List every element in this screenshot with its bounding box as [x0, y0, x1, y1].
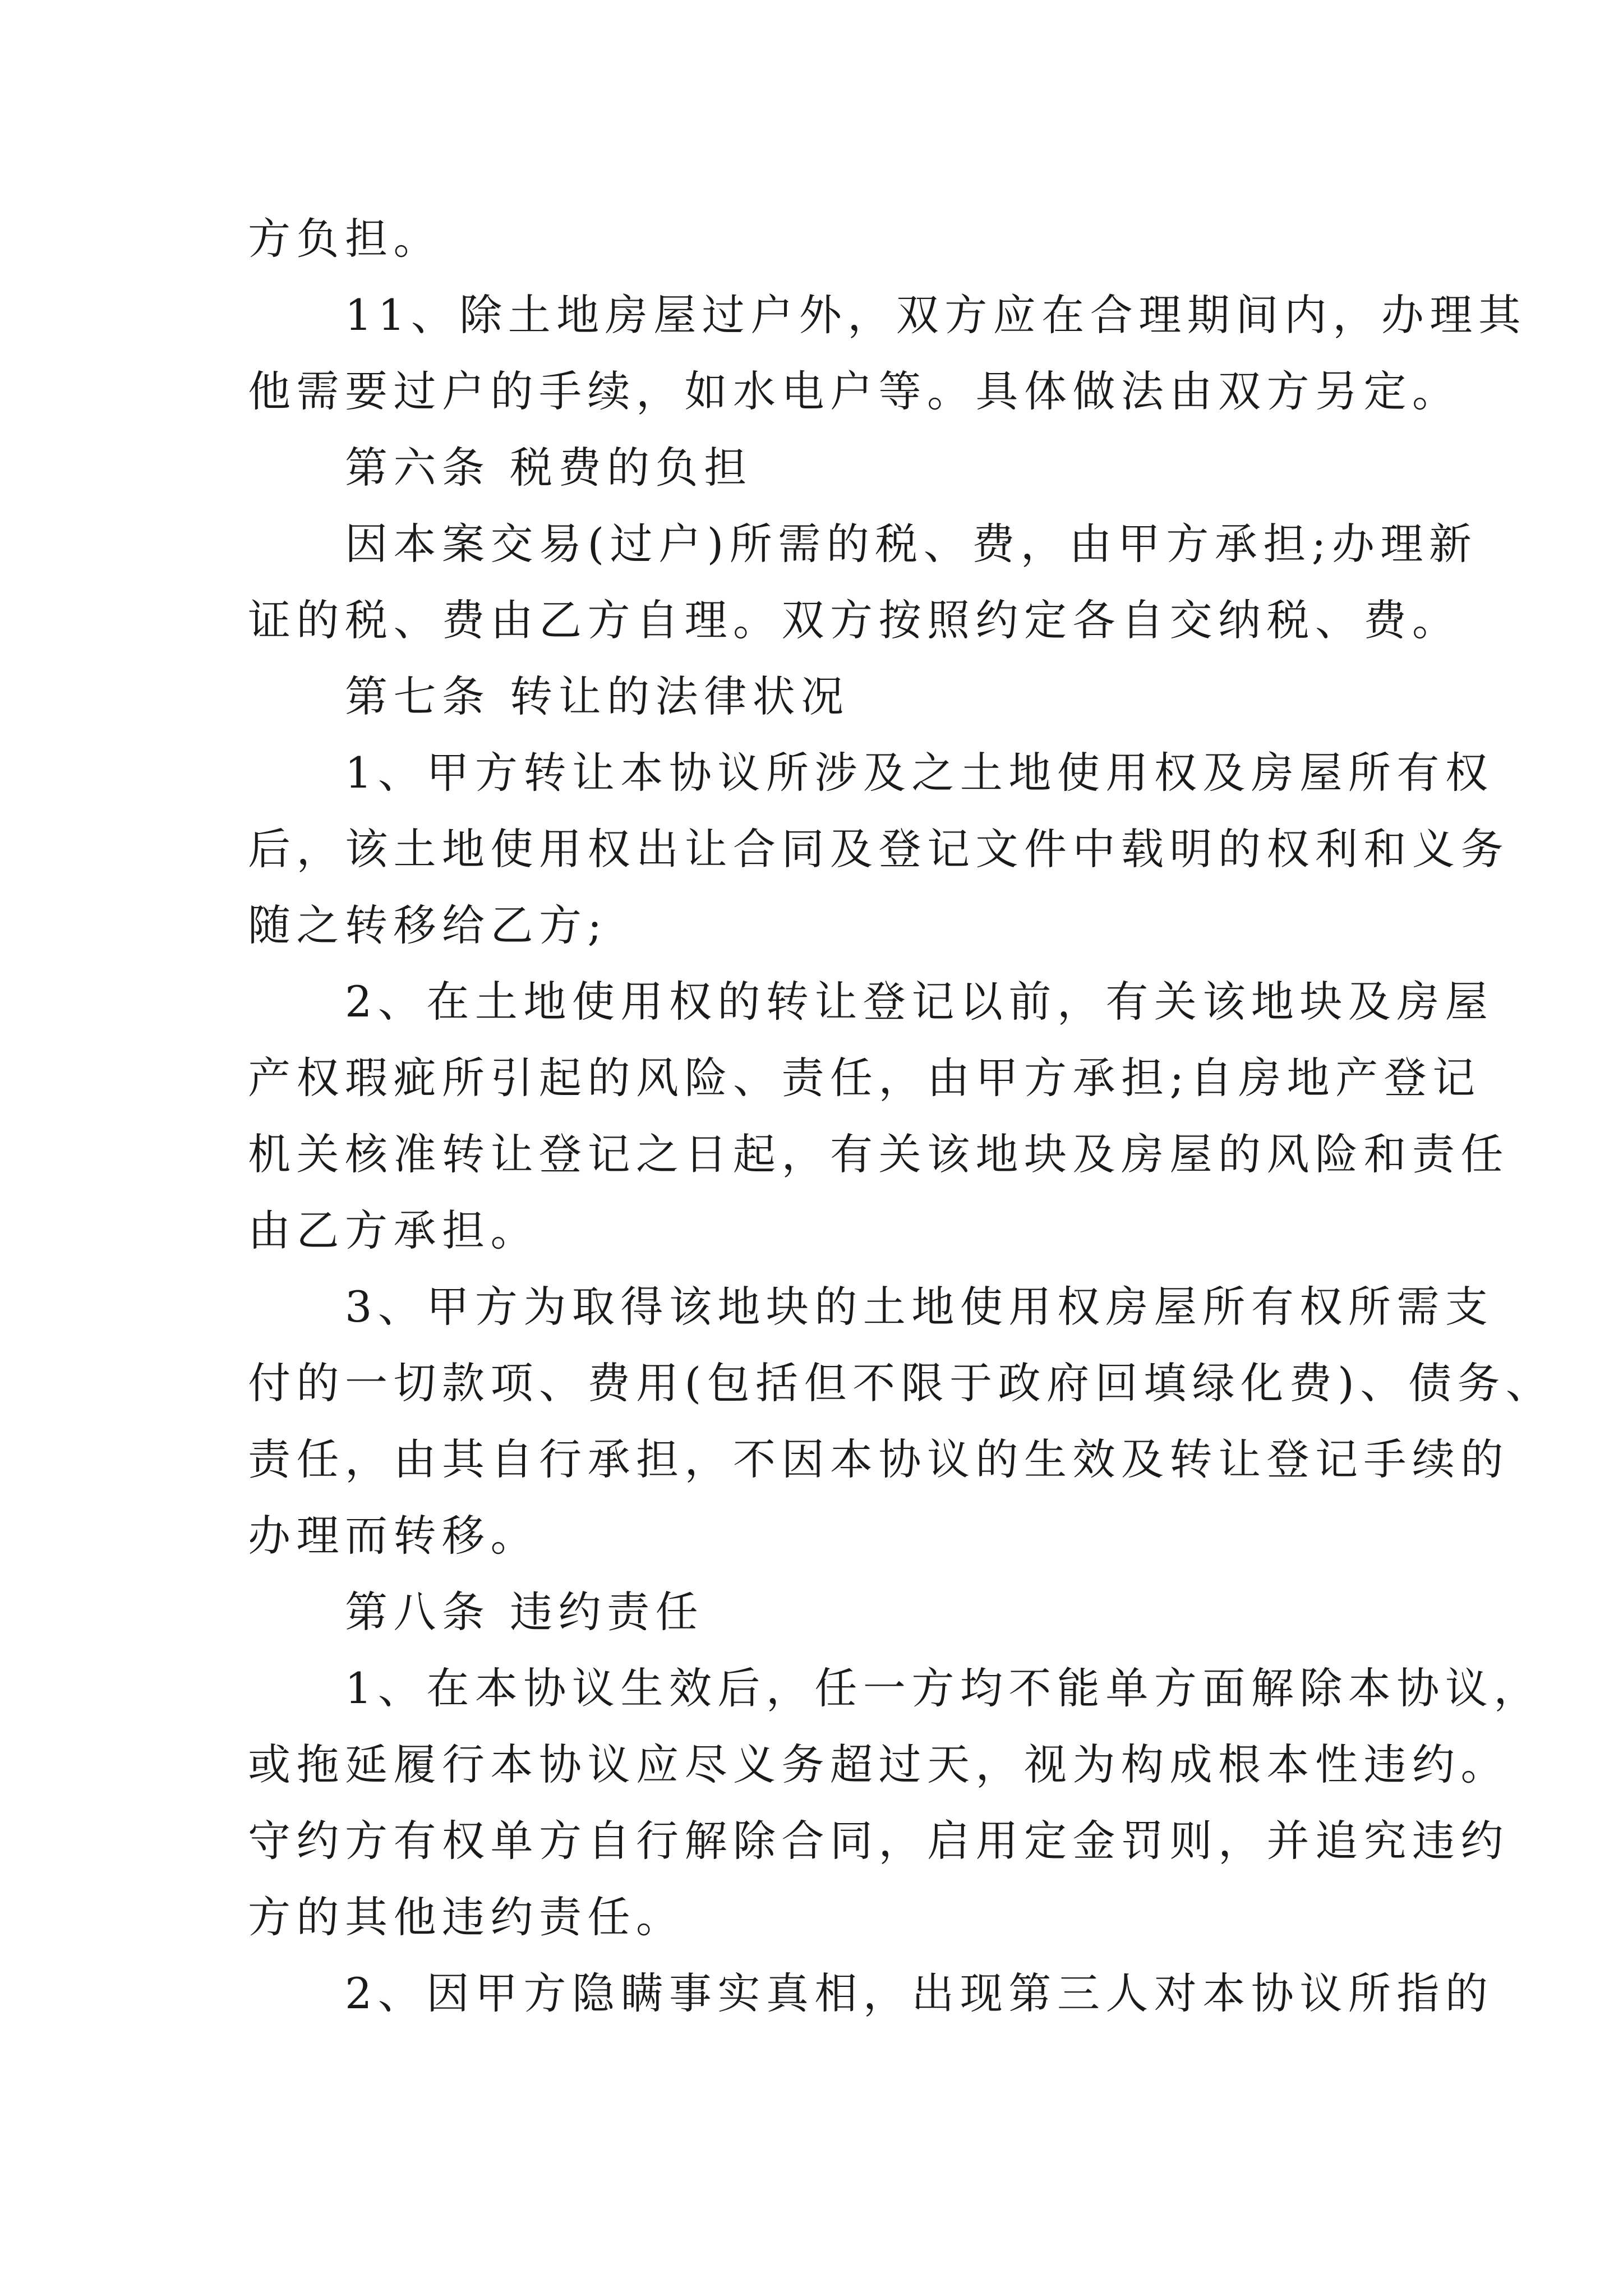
document-body: [248, 201, 1555, 2032]
text-line: 或拖延履行本协议应尽义务超过天，视为构成根本性违约。: [248, 1740, 1509, 1789]
text-line: 付的一切款项、费用(包括但不限于政府回填绿化费)、债务、: [248, 1358, 1555, 1408]
text-line: 1、甲方转让本协议所涉及之土地使用权及房屋所有权: [248, 748, 1494, 798]
text-line: 办理而转移。: [248, 1511, 539, 1561]
text-line: 产权瑕疵所引起的风险、责任，由甲方承担;自房地产登记: [248, 1053, 1481, 1103]
text-line: 3、甲方为取得该地块的土地使用权房屋所有权所需支: [248, 1282, 1494, 1332]
text-line: 随之转移给乙方;: [248, 900, 608, 950]
section-heading: 第八条 违约责任: [248, 1587, 704, 1637]
text-line: 机关核准转让登记之日起，有关该地块及房屋的风险和责任: [248, 1129, 1509, 1179]
text-line: 他需要过户的手续，如水电户等。具体做法由双方另定。: [248, 366, 1461, 416]
text-line: 后，该土地使用权出让合同及登记文件中载明的权利和义务: [248, 824, 1509, 874]
text-line: 责任，由其自行承担，不因本协议的生效及转让登记手续的: [248, 1434, 1509, 1484]
text-line: 证的税、费由乙方自理。双方按照约定各自交纳税、费。: [248, 595, 1461, 645]
text-line: 方的其他违约责任。: [248, 1892, 685, 1942]
section-heading: 第六条 税费的负担: [248, 443, 753, 493]
text-line: 由乙方承担。: [248, 1205, 539, 1255]
text-line: 因本案交易(过户)所需的税、费，由甲方承担;办理新: [248, 519, 1478, 569]
text-line: 方负担。: [248, 214, 442, 264]
text-line: 1、在本协议生效后，任一方均不能单方面解除本协议，: [248, 1663, 1542, 1713]
text-line: 11、除土地房屋过户外，双方应在合理期间内，办理其: [248, 290, 1527, 340]
text-line: 守约方有权单方自行解除合同，启用定金罚则，并追究违约: [248, 1816, 1509, 1866]
section-heading: 第七条 转让的法律状况: [248, 671, 850, 721]
text-line: 2、因甲方隐瞒事实真相，出现第三人对本协议所指的: [248, 1968, 1494, 2018]
text-line: 2、在土地使用权的转让登记以前，有关该地块及房屋: [248, 977, 1494, 1027]
